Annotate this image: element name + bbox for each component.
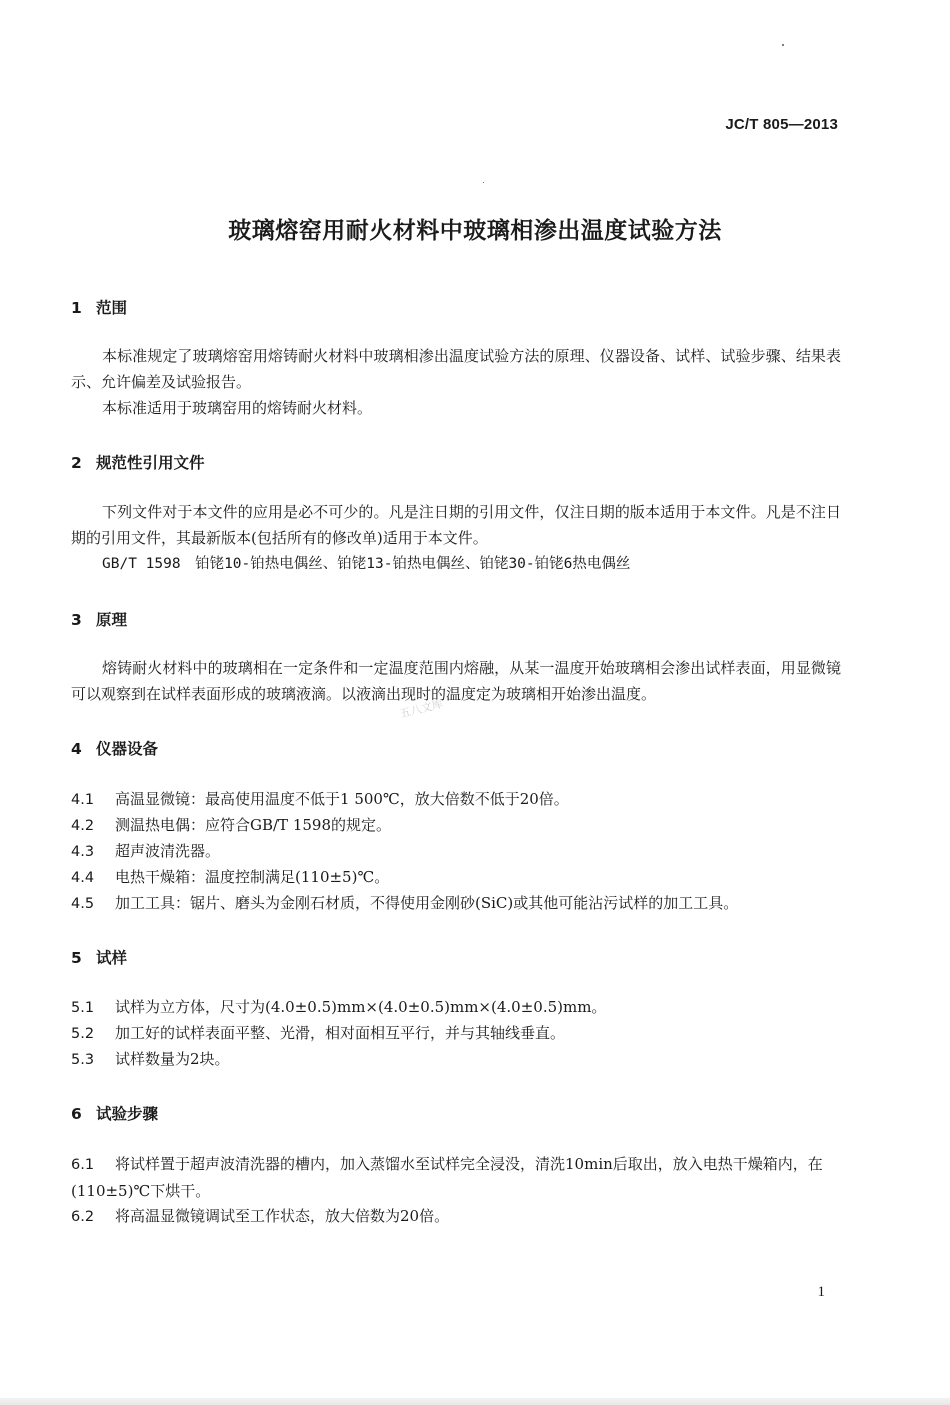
normative-reference: GB/T 1598 铂铑10-铂热电偶丝、铂铑13-铂热电偶丝、铂铑30-铂铑6热电偶丝 — [102, 556, 631, 572]
clause-item — [71, 786, 841, 813]
section-number: 3 — [71, 611, 82, 629]
section-heading-6 — [71, 1102, 158, 1124]
page-bottom-edge — [0, 1398, 950, 1405]
clause-number: 4.2 — [71, 818, 95, 834]
standard-code: JC/T 805—2013 — [725, 116, 838, 133]
clause-number: 6.1 — [71, 1157, 95, 1173]
clause-number: 4.5 — [71, 896, 95, 912]
clause-number: 5.1 — [71, 1000, 95, 1016]
section-heading-2 — [71, 451, 205, 473]
section-number: 6 — [71, 1105, 82, 1123]
clause-text: 超声波清洗器。 — [115, 842, 221, 860]
clause-text: 测温热电偶：应符合GB/T 1598的规定。 — [115, 816, 392, 834]
section-title: 规范性引用文件 — [96, 454, 205, 472]
clause-number: 5.2 — [71, 1026, 95, 1042]
clause-text: 将试样置于超声波清洗器的槽内，加入蒸馏水至试样完全浸没，清洗10min后取出，放入电热干燥箱内，在(110±5)℃下烘干。 — [71, 1155, 823, 1200]
clause-item — [71, 1151, 841, 1204]
scan-speck — [483, 182, 484, 183]
clause-text: 试样数量为2块。 — [115, 1050, 230, 1068]
clause-number: 4.1 — [71, 792, 95, 808]
clause-item — [71, 812, 841, 839]
clause-number: 5.3 — [71, 1052, 95, 1068]
clause-item — [71, 864, 841, 891]
clause-text: 试样为立方体，尺寸为(4.0±0.5)mm×(4.0±0.5)mm×(4.0±0.5)mm。 — [115, 998, 607, 1016]
page-number: 1 — [817, 1284, 825, 1300]
clause-item — [71, 994, 841, 1021]
clause-item — [71, 1046, 841, 1073]
clause-item — [71, 1020, 841, 1047]
paragraph: 熔铸耐火材料中的玻璃相在一定条件和一定温度范围内熔融，从某一温度开始玻璃相会渗出试样表面，用显微镜可以观察到在试样表面形成的玻璃液滴。以液滴出现时的温度定为玻璃相开始渗出温度。 — [71, 659, 841, 703]
section-title: 范围 — [96, 299, 128, 317]
paragraph: 本标准适用于玻璃窑用的熔铸耐火材料。 — [102, 399, 373, 417]
clause-item — [71, 838, 841, 865]
clause-item — [71, 890, 841, 917]
section-heading-5 — [71, 946, 127, 968]
clause-number: 4.3 — [71, 844, 95, 860]
section-title: 试验步骤 — [96, 1105, 159, 1123]
clause-text: 加工工具：锯片、磨头为金刚石材质，不得使用金刚砂(SiC)或其他可能沾污试样的加工工具。 — [115, 894, 739, 912]
clause-text: 电热干燥箱：温度控制满足(110±5)℃。 — [115, 868, 390, 886]
clause-number: 6.2 — [71, 1209, 95, 1225]
watermark: 五八文库 — [398, 697, 445, 721]
section-heading-3 — [71, 608, 127, 630]
section-number: 2 — [71, 454, 82, 472]
section-number: 1 — [71, 299, 82, 317]
section-number: 5 — [71, 949, 82, 967]
section-title: 仪器设备 — [96, 740, 159, 758]
clause-text: 将高温显微镜调试至工作状态，放大倍数为20倍。 — [115, 1207, 450, 1225]
section-title: 原理 — [96, 611, 128, 629]
document-title: 玻璃熔窑用耐火材料中玻璃相渗出温度试验方法 — [228, 218, 722, 244]
section-heading-1 — [71, 296, 127, 318]
clause-item — [71, 1203, 841, 1230]
paragraph: 本标准规定了玻璃熔窑用熔铸耐火材料中玻璃相渗出温度试验方法的原理、仪器设备、试样、试验步骤、结果表示、允许偏差及试验报告。 — [71, 347, 841, 391]
section-number: 4 — [71, 740, 82, 758]
section-title: 试样 — [96, 949, 128, 967]
clause-text: 高温显微镜：最高使用温度不低于1 500℃，放大倍数不低于20倍。 — [115, 790, 569, 808]
clause-number: 4.4 — [71, 870, 95, 886]
scan-speck — [782, 44, 784, 46]
paragraph: 下列文件对于本文件的应用是必不可少的。凡是注日期的引用文件，仅注日期的版本适用于本文件。凡是不注日期的引用文件，其最新版本(包括所有的修改单)适用于本文件。 — [71, 503, 841, 547]
clause-text: 加工好的试样表面平整、光滑，相对面相互平行，并与其轴线垂直。 — [115, 1024, 566, 1042]
section-heading-4 — [71, 737, 158, 759]
